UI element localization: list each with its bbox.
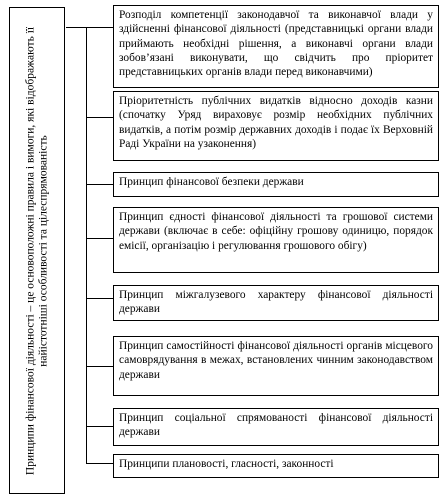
principle-box-8: Принципи плановості, гласності, законності bbox=[113, 454, 439, 478]
principle-box-2: Пріоритетність публічних видатків відносно доходів казни (спочатку Уряд вираховує розмір необхідних публічних видатків, а потім розмір державних доходів і подає їх Верховній Раді України на узаконення) bbox=[113, 91, 439, 161]
connector-stub-1 bbox=[66, 27, 114, 28]
connector-stub-8 bbox=[86, 463, 114, 464]
principle-box-4: Принцип єдності фінансової діяльності та грошової системи держави (включає в себе: офіційну грошову одиницю, порядок емісії, організацію і регулювання грошового обігу) bbox=[113, 207, 439, 273]
principle-box-6: Принцип самостійності фінансової діяльності органів місцевого самоврядування в межах, встановлених чинним законодавством держави bbox=[113, 336, 439, 396]
connector-stub-5 bbox=[86, 298, 114, 299]
connector-spine bbox=[86, 27, 87, 463]
definition-text: Принципи фінансової діяльності – це основоположні правила і вимоги, які відображають її найістотніші особливості та цілеспрямованість bbox=[24, 26, 49, 475]
principle-box-3: Принцип фінансової безпеки держави bbox=[113, 172, 439, 197]
connector-stub-3 bbox=[86, 184, 114, 185]
connector-stub-7 bbox=[86, 426, 114, 427]
connector-stub-4 bbox=[86, 238, 114, 239]
definition-box bbox=[9, 7, 65, 494]
connector-stub-2 bbox=[86, 117, 114, 118]
principle-box-7: Принцип соціальної спрямованості фінансової діяльності держави bbox=[113, 408, 439, 446]
connector-stub-6 bbox=[86, 366, 114, 367]
principle-box-1: Розподіл компетенції законодавчої та виконавчої влади у здійсненні фінансової діяльності (представницькі органи влади приймають необхідні рішення, а виконавчі органи влади зобов’язані виконувати, що свідчить про пріоритет представницьких органів влади перед виконавчими) bbox=[113, 5, 439, 88]
principle-box-5: Принцип міжгалузевого характеру фінансової діяльності держави bbox=[113, 285, 439, 321]
